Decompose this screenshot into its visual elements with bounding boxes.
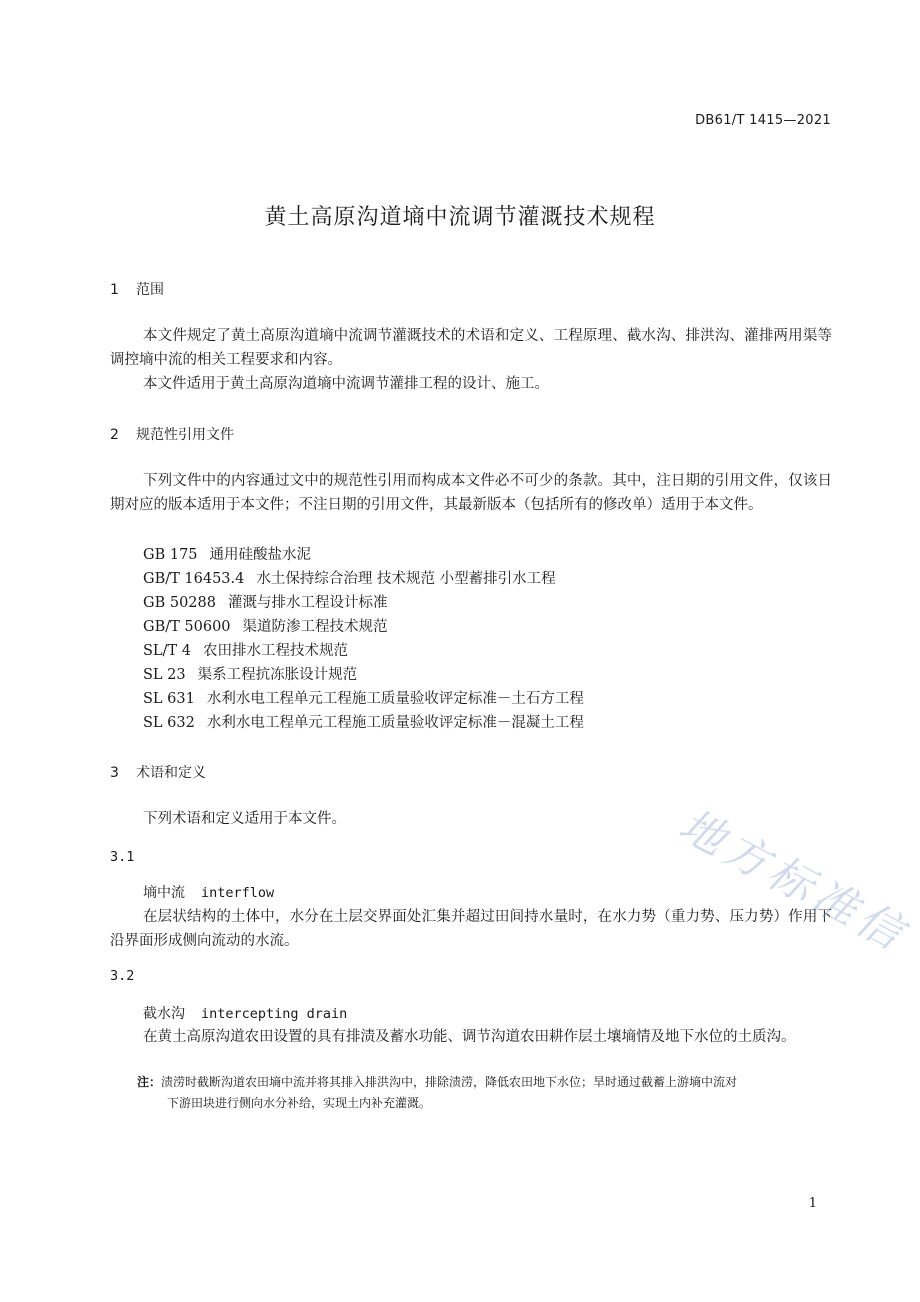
reference-title: 渠系工程抗冻胀设计规范 (197, 667, 358, 683)
reference-code: SL 632 (143, 715, 195, 731)
term-en: interflow (201, 885, 275, 901)
watermark-text: 地方标准信 (670, 799, 916, 963)
reference-code: SL 631 (143, 691, 195, 707)
reference-title: 农田排水工程技术规范 (202, 643, 348, 659)
scope-paragraph-1: 本文件规定了黄土高原沟道墒中流调节灌溉技术的术语和定义、工程原理、截水沟、排洪沟、灌排两用渠等调控墒中流的相关工程要求和内容。 (110, 328, 832, 368)
reference-title: 渠道防渗工程技术规范 (242, 619, 388, 635)
reference-title: 水土保持综合治理 技术规范 小型蓄排引水工程 (256, 571, 556, 587)
section-heading-terms (110, 762, 206, 782)
scope-paragraph-2: 本文件适用于黄土高原沟道墒中流调节灌排工程的设计、施工。 (143, 376, 549, 392)
section-number: 1 (110, 282, 119, 298)
section-title: 范围 (136, 282, 164, 298)
reference-code: SL/T 4 (143, 643, 191, 659)
reference-code: GB/T 16453.4 (143, 571, 245, 587)
reference-item (143, 711, 584, 732)
term-heading (143, 882, 274, 902)
reference-item (143, 615, 388, 636)
reference-item (143, 663, 357, 684)
section-heading-normative-references (110, 424, 234, 444)
reference-code: GB 175 (143, 547, 198, 563)
note-label: 注： (137, 1075, 162, 1089)
reference-code: SL 23 (143, 667, 186, 683)
reference-item (143, 543, 311, 564)
references-intro: 下列文件中的内容通过文中的规范性引用而构成本文件必不可少的条款。其中，注日期的引用文件，仅该日期对应的版本适用于本文件；不注日期的引用文件，其最新版本（包括所有的修改单）适用于本文件。 (110, 473, 832, 513)
reference-title: 通用硅酸盐水泥 (209, 547, 312, 563)
note-text-1: 渍涝时截断沟道农田墒中流并将其排入排洪沟中，排除渍涝，降低农田地下水位；旱时通过截蓄上游墒中流对 (161, 1075, 738, 1089)
term-zh: 截水沟 (143, 1006, 185, 1022)
term-note (137, 1072, 833, 1114)
term-number: 3.1 (110, 849, 135, 865)
reference-item (143, 687, 584, 708)
term-heading (143, 1003, 347, 1023)
section-number: 3 (110, 765, 119, 781)
document-code: DB61/T 1415—2021 (695, 113, 831, 128)
reference-code: GB 50288 (143, 595, 216, 611)
note-text-2: 下游田块进行侧向水分补给，实现土内补充灌溉。 (167, 1096, 432, 1110)
section-title: 术语和定义 (136, 765, 206, 781)
section-title: 规范性引用文件 (136, 427, 234, 443)
term-number: 3.2 (110, 968, 135, 984)
note-line-1 (137, 1072, 833, 1093)
term-definition: 在层状结构的土体中，水分在土层交界面处汇集并超过田间持水量时，在水力势（重力势、压力势）作用下沿界面形成侧向流动的水流。 (110, 909, 832, 949)
reference-item (143, 639, 348, 660)
page-number: 1 (808, 1196, 817, 1211)
reference-code: GB/T 50600 (143, 619, 231, 635)
reference-title: 水利水电工程单元工程施工质量验收评定标准－土石方工程 (206, 691, 584, 707)
reference-item (143, 567, 556, 588)
term-zh: 墒中流 (143, 885, 185, 901)
term-definition: 在黄土高原沟道农田设置的具有排渍及蓄水功能、调节沟道农田耕作层土壤墒情及地下水位的土质沟。 (143, 1029, 796, 1045)
reference-item (143, 591, 387, 612)
reference-title: 水利水电工程单元工程施工质量验收评定标准－混凝土工程 (206, 715, 584, 731)
terms-intro: 下列术语和定义适用于本文件。 (143, 811, 346, 827)
term-en: intercepting drain (201, 1006, 348, 1022)
document-title: 黄土高原沟道墒中流调节灌溉技术规程 (264, 205, 656, 230)
reference-title: 灌溉与排水工程设计标准 (227, 595, 388, 611)
section-heading-scope (110, 279, 164, 299)
section-number: 2 (110, 427, 119, 443)
